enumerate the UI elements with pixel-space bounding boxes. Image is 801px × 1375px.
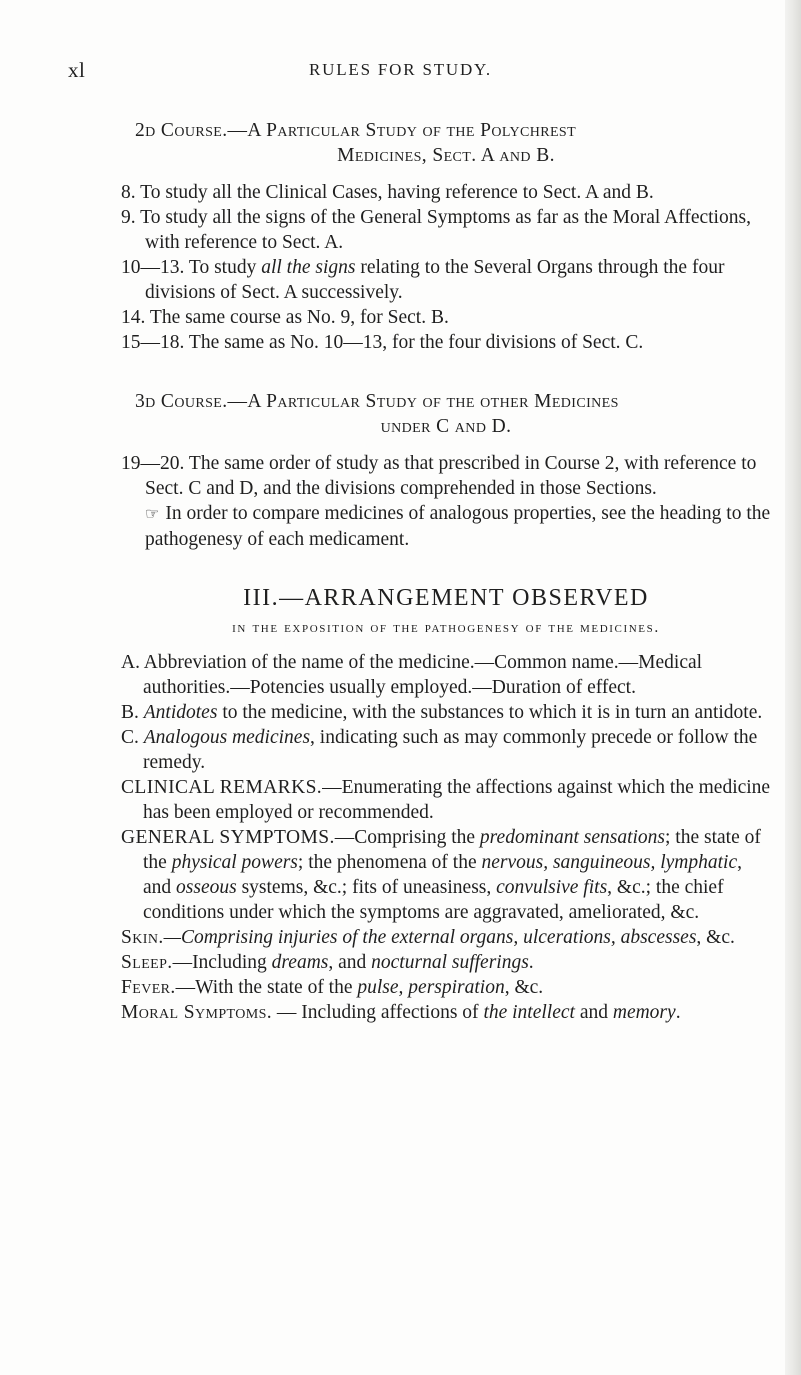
arrangement-entry-fever: Fever.—With the state of the pulse, perspiration, &c. — [121, 977, 544, 998]
list-item: 10—13. To study all the signs relating to the Several Organs through the four divisions of Sect. A successively. — [121, 257, 725, 303]
arrangement-entry-skin: Skin.—Comprising injuries of the external organs, ulcerations, abscesses, &c. — [121, 927, 735, 948]
arrangement-entry-sleep: Sleep.—Including dreams, and nocturnal sufferings. — [121, 952, 534, 973]
arrangement-entry-a: A. Abbreviation of the name of the medicine.—Common name.—Medical authorities.—Potencies usually employed.—Duration of effect. — [121, 652, 703, 698]
pointing-hand-icon: ☞ — [145, 506, 160, 523]
list-item: 9. To study all the signs of the General Symptoms as far as the Moral Affections, with reference to Sect. A. — [121, 207, 751, 253]
page-number: xl — [68, 58, 86, 82]
course2-heading: 2d Course.—A Particular Study of the Polychrest — [135, 120, 577, 141]
course3-heading: 3d Course.—A Particular Study of the other Medicines — [135, 391, 619, 412]
arrangement-entry-moral: Moral Symptoms. — Including affections of the intellect and memory. — [121, 1002, 681, 1023]
section-subtitle: in the exposition of the pathogenesy of the medicines. — [232, 619, 660, 636]
page-edge-shadow — [785, 0, 801, 1375]
list-item: 19—20. The same order of study as that prescribed in Course 2, with reference to Sect. C and D, and the divisions comprehended in those Sections. — [121, 453, 757, 499]
arrangement-entry-general: GENERAL SYMPTOMS.—Comprising the predominant sensations; the state of the physical powers; the phenomena of the nervous, sanguineous, lymphatic, and osseous systems, &c.; fits of uneasiness, convulsive fits, &c.; the chief conditions under which the symptoms are aggravated, ameliorated, &c. — [121, 827, 761, 923]
section-title: III.—ARRANGEMENT OBSERVED — [243, 585, 649, 611]
course3-subheading: under C and D. — [380, 416, 512, 437]
arrangement-entry-c: C. Analogous medicines, indicating such as may commonly precede or follow the remedy. — [121, 727, 758, 773]
list-item: 15—18. The same as No. 10—13, for the four divisions of Sect. C. — [121, 332, 644, 353]
list-item: 14. The same course as No. 9, for Sect. B. — [121, 307, 449, 328]
running-title: RULES FOR STUDY. — [309, 60, 492, 79]
pointing-hand-note: ☞ In order to compare medicines of analogous properties, see the heading to the pathogenesy of each medicament. — [145, 503, 771, 550]
page-body — [121, 118, 771, 1025]
course2-subheading: Medicines, Sect. A and B. — [337, 145, 555, 166]
arrangement-entry-clinical: CLINICAL REMARKS.—Enumerating the affections against which the medicine has been employed or recommended. — [121, 777, 771, 823]
arrangement-entry-b: B. Antidotes to the medicine, with the substances to which it is in turn an antidote. — [121, 702, 763, 723]
list-item: 8. To study all the Clinical Cases, having reference to Sect. A and B. — [121, 182, 654, 203]
